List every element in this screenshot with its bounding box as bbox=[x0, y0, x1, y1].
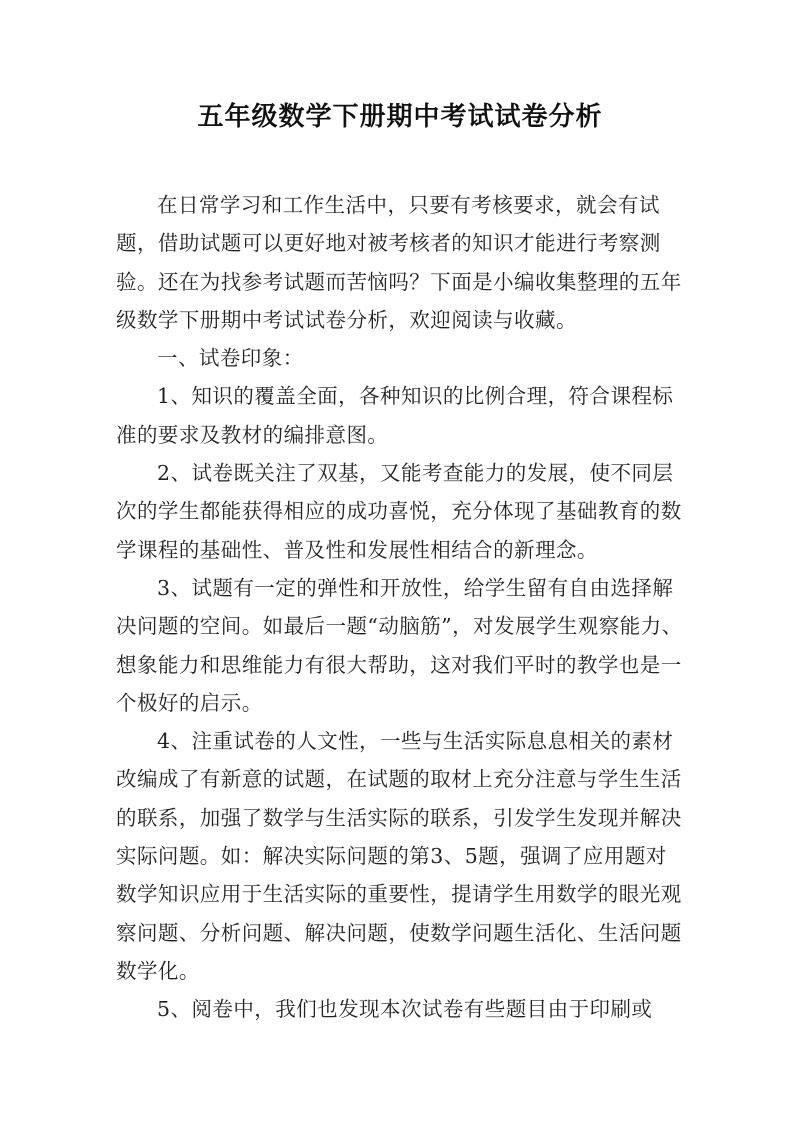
section-heading-impression: 一、试卷印象： bbox=[157, 346, 304, 371]
paragraph-point-4: 4、注重试卷的人文性，一些与生活实际息息相关的素材改编成了有新意的试题，在试题的取材上充分注意与学生生活的联系，加强了数学与生活实际的联系，引发学生发现并解决实际问题。如：解决实际问题的第3、5题，强调了应用题对数学知识应用于生活实际的重要性，提请学生用数学的眼光观察问题、分析问题、解决问题，使数学问题生活化、生活问题数学化。 bbox=[116, 729, 682, 983]
paragraph-point-3: 3、试题有一定的弹性和开放性，给学生留有自由选择解决问题的空间。如最后一题“动脑筋”，对发展学生观察能力、想象能力和思维能力有很大帮助，这对我们平时的教学也是一个极好的启示。 bbox=[116, 575, 683, 715]
paragraph-point-1: 1、知识的覆盖全面，各种知识的比例合理，符合课程标准的要求及教材的编排意图。 bbox=[116, 384, 674, 447]
paragraph-point-5: 5、阅卷中，我们也发现本次试卷有些题目由于印刷或 bbox=[157, 997, 653, 1022]
paragraph-intro: 在日常学习和工作生活中，只要有考核要求，就会有试题，借助试题可以更好地对被考核者的知识才能进行考察测验。还在为找参考试题而苦恼吗？下面是小编收集整理的五年级数学下册期中考试试卷分析，欢迎阅读与收藏。 bbox=[116, 193, 682, 332]
document-body bbox=[116, 186, 686, 1029]
document-title: 五年级数学下册期中考试试卷分析 bbox=[197, 102, 603, 132]
paragraph-point-2: 2、试卷既关注了双基，又能考查能力的发展，使不同层次的学生都能获得相应的成功喜悦，充分体现了基础教育的数学课程的基础性、普及性和发展性相结合的新理念。 bbox=[116, 461, 682, 562]
